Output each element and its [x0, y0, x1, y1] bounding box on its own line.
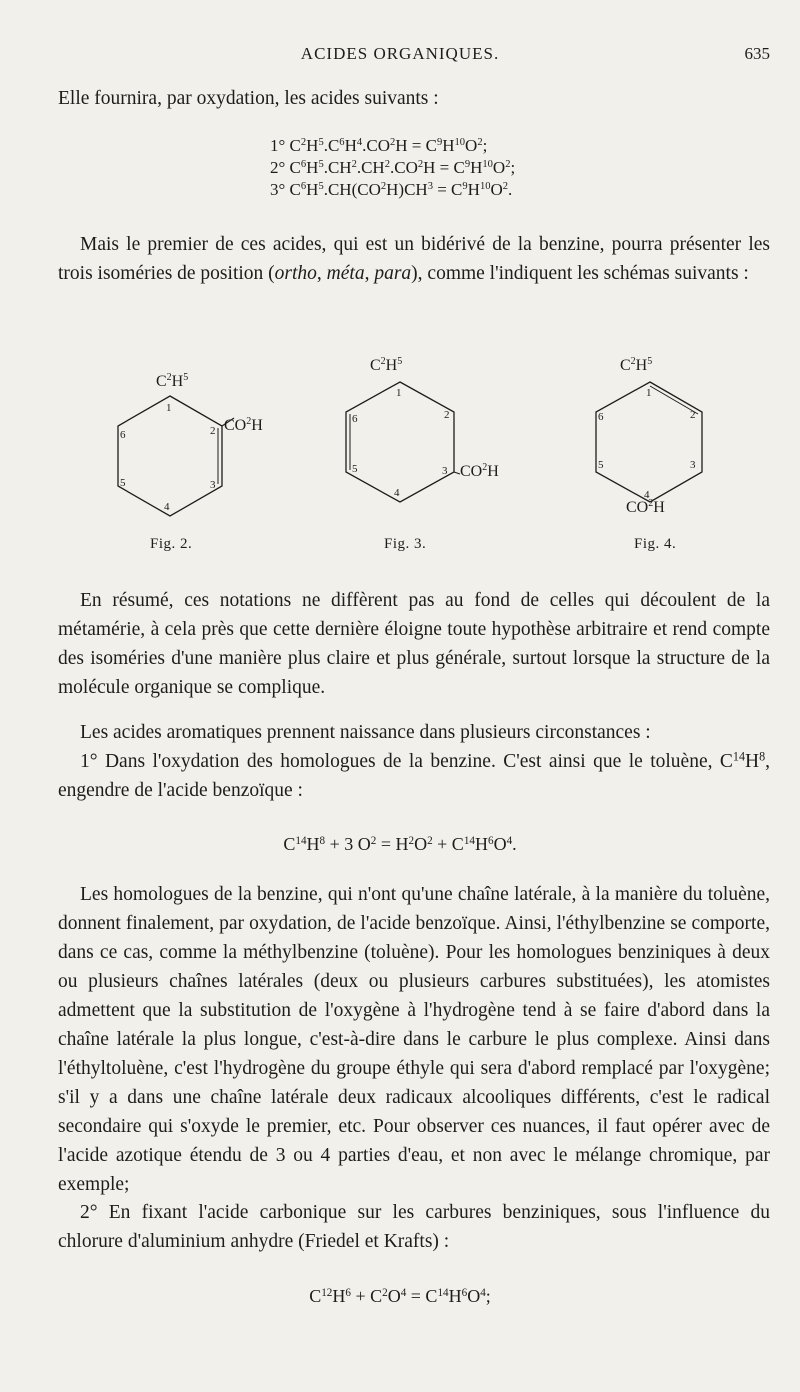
svg-text:C2H5: $C^2H^5$ — [370, 356, 403, 374]
svg-text:CO2H: $CO^2H$ — [626, 498, 665, 516]
svg-text:1: 1 — [646, 387, 652, 399]
svg-text:4: 4 — [644, 489, 650, 501]
formula-3: 3° $C^6H^5.CH(CO^2H)CH^3 = C^9H^{10}O^2$. — [270, 180, 513, 199]
figure-3-meta — [330, 352, 520, 517]
svg-text:1: 1 — [166, 402, 172, 414]
svg-text:5: 5 — [598, 459, 604, 471]
formula-1: 1° $C^2H^5.C^6H^4.CO^2H = C^9H^{10}O^2$; — [270, 136, 488, 155]
formula-toluene: $C^{14}H^8 + 3$ $O^2 = H^2O^2 + C^{14}H^6O^4$. — [283, 834, 517, 854]
svg-text:4: 4 — [164, 501, 170, 513]
figure-2-caption: Fig. 2. — [150, 536, 193, 552]
running-title: ACIDES ORGANIQUES. — [300, 44, 500, 63]
svg-text:2: 2 — [690, 409, 696, 421]
figure-2-ortho — [100, 366, 263, 531]
svg-text:6: 6 — [598, 411, 604, 423]
paragraph-homologues: Les homologues de la benzine, qui n'ont qu'une chaîne latérale, à la manière du toluène, donnent finalement, par oxydation, de l'acide benzoïque. Ainsi, l'éthylbenzine se comporte, dans ce cas, comme la méthylbenzine (toluène). Pour les homologues benziniques à deux ou plusieurs chaînes latérales (deux ou plusieurs carbures substituées), les atomistes admettent que la substitution de l'oxygène à l'hydrogène tend à se faire d'abord dans la chaîne latérale la plus longue, c'est-à-dire dans le carbure le plus complexe. Ainsi dans l'éthyltoluène, c'est l'hydrogène du groupe éthyle qui sera d'abord remplacé par l'oxygène; s'il y a dans une chaîne latérale deux radicaux alcooliques différents, c'est le radical secondaire qui s'oxyde le premier, etc. Pour observer ces nuances, il faut opérer avec de l'acide azotique étendu de 3 ou 4 parties d'eau, et non avec le mélange chromique, par exemple; — [58, 884, 770, 1195]
svg-text:CO2H: $CO^2H$ — [224, 416, 263, 434]
paragraph-oxydation: 1° Dans l'oxydation des homologues de la benzine. C'est ainsi que le toluène, $C^{14}H^8$, engendre de l'acide benzoïque : — [58, 749, 770, 801]
formula-benzine: $C^{12}H^6 + C^2O^4 = C^{14}H^6O^4$; — [309, 1286, 491, 1306]
formula-2: 2° $C^6H^5.CH^2.CH^2.CO^2H = C^9H^{10}O^2$; — [270, 158, 516, 177]
svg-text:2: 2 — [210, 425, 216, 437]
svg-text:3: 3 — [210, 479, 216, 491]
paragraph-acide-carbonique: 2° En fixant l'acide carbonique sur les carbures benziniques, sous l'influence du chlorure d'aluminium anhydre (Friedel et Krafts) : — [58, 1202, 770, 1252]
svg-text:5: 5 — [352, 463, 358, 475]
svg-text:4: 4 — [394, 487, 400, 499]
svg-text:C2H5: $C^2H^5$ — [620, 356, 653, 374]
svg-text:C2H5: $C^2H^5$ — [156, 372, 189, 390]
figure-3-caption: Fig. 3. — [384, 536, 427, 552]
svg-text:2: 2 — [444, 409, 450, 421]
svg-text:3: 3 — [690, 459, 696, 471]
svg-text:6: 6 — [120, 429, 126, 441]
svg-text:3: 3 — [442, 465, 448, 477]
figure-4-para — [580, 352, 740, 527]
svg-text:6: 6 — [352, 413, 358, 425]
paragraph-resume: En résumé, ces notations ne diffèrent pas au fond de celles qui découlent de la métamérie, à cela près que cette dernière éloigne toute hypothèse arbitraire et rend compte des isoméries d'une manière plus claire et plus générale, surtout lorsque la structure de la molécule organique se complique. — [58, 590, 770, 698]
svg-text:CO2H: $CO^2H$ — [460, 462, 499, 480]
figure-4-caption: Fig. 4. — [634, 536, 677, 552]
svg-text:5: 5 — [120, 477, 126, 489]
svg-text:1: 1 — [396, 387, 402, 399]
intro-sentence: Elle fournira, par oxydation, les acides suivants : — [58, 88, 439, 109]
paragraph-circonstances: Les acides aromatiques prennent naissance dans plusieurs circonstances : — [80, 722, 651, 743]
page-number: 635 — [744, 44, 770, 63]
page-header — [0, 44, 800, 68]
paragraph-isomeries: Mais le premier de ces acides, qui est un bidérivé de la benzine, pourra présenter les trois isoméries de position (ortho, méta, para), comme l'indiquent les schémas suivants : — [58, 234, 770, 284]
